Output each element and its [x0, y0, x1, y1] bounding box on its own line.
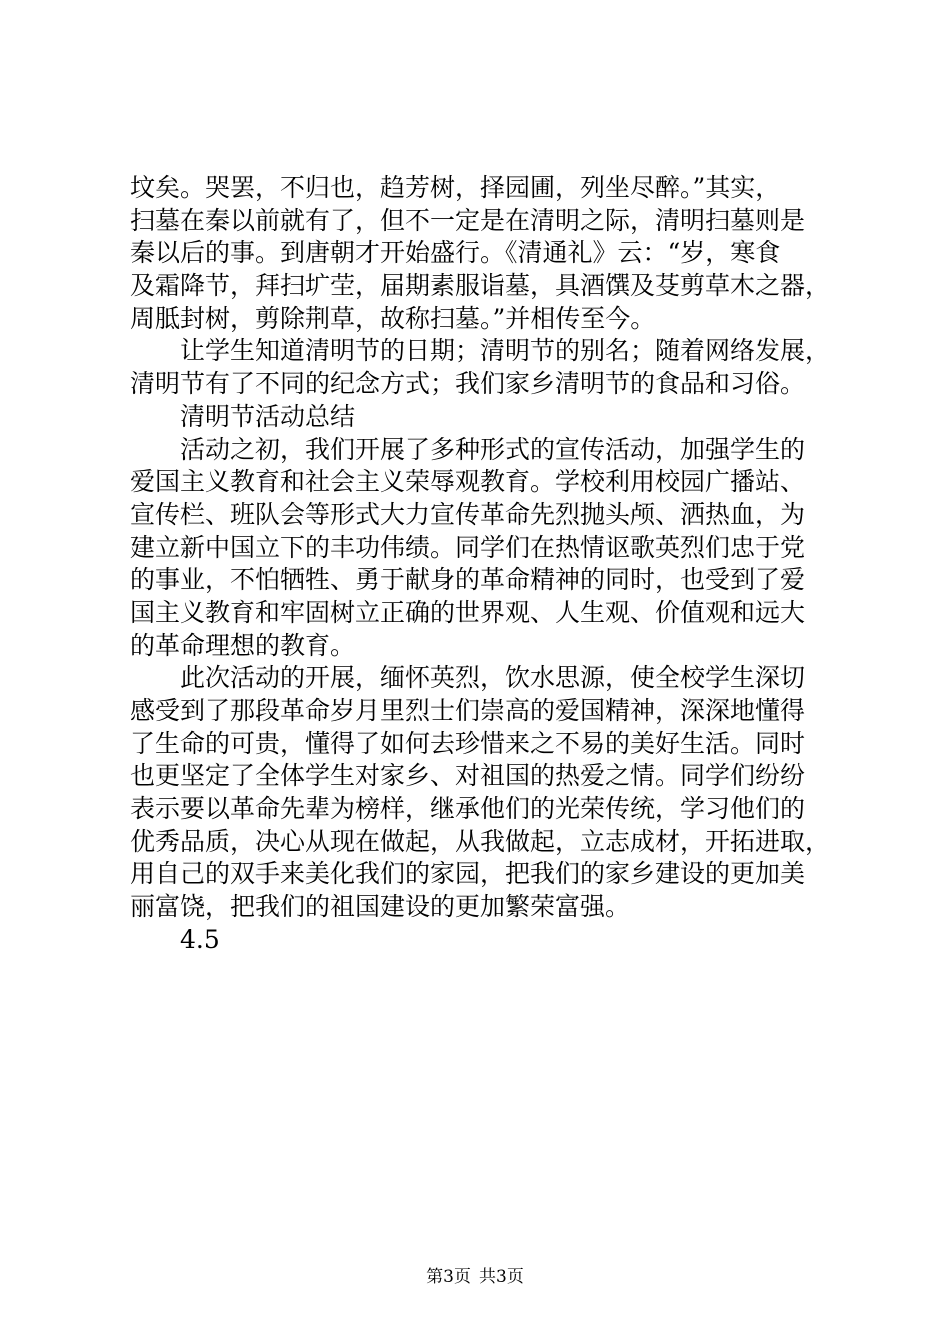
body-line: 感受到了那段革命岁月里烈士们崇高的爱国精神，深深地懂得 — [130, 696, 806, 725]
body-line: 国主义教育和牢固树立正确的世界观、人生观、价值观和远大 — [130, 597, 806, 627]
body-line: 清明节有了不同的纪念方式；我们家乡清明节的食品和习俗。 — [130, 369, 806, 399]
body-line: 让学生知道清明节的日期；清明节的别名；随着网络发展， — [180, 336, 831, 366]
body-line: 也更坚定了全体学生对家乡、对祖国的热爱之情。同学们纷纷 — [130, 761, 806, 791]
body-line: 爱国主义教育和社会主义荣辱观教育。学校利用校园广播站、 — [130, 467, 806, 497]
body-line: 及霜降节，拜扫圹茔，届期素服诣墓，具酒馔及芟剪草木之器， — [130, 271, 831, 301]
page-footer — [0, 1262, 950, 1287]
body-line: 周胝封树，剪除荆草，故称扫墓。”并相传至今。 — [130, 303, 656, 333]
date-line: 4.5 — [180, 924, 220, 954]
body-line: 扫墓在秦以前就有了，但不一定是在清明之际，清明扫墓则是 — [130, 205, 806, 235]
body-line: 丽富饶，把我们的祖国建设的更加繁荣富强。 — [130, 892, 631, 922]
body-line: 坟矣。哭罢，不归也，趋芳树，择园圃，列坐尽醉。”其实， — [130, 173, 781, 202]
body-line: 表示要以革命先辈为榜样，继承他们的光荣传统，学习他们的 — [130, 794, 806, 824]
body-line: 优秀品质，决心从现在做起，从我做起，立志成材，开拓进取， — [130, 826, 831, 856]
page-number-total: 共3页 — [479, 1267, 524, 1287]
body-line: 用自己的双手来美化我们的家园，把我们的家乡建设的更加美 — [130, 859, 806, 889]
document-body — [130, 172, 850, 957]
page-number-current: 第3页 — [426, 1267, 471, 1287]
body-line: 此次活动的开展，缅怀英烈，饮水思源，使全校学生深切 — [180, 663, 806, 693]
body-line: 了生命的可贵，懂得了如何去珍惜来之不易的美好生活。同时 — [130, 728, 806, 758]
body-line: 宣传栏、班队会等形式大力宣传革命先烈抛头颅、洒热血，为 — [130, 499, 806, 529]
body-line: 的革命理想的教育。 — [130, 630, 356, 660]
body-line: 建立新中国立下的丰功伟绩。同学们在热情讴歌英烈们忠于党 — [130, 532, 806, 562]
section-heading: 清明节活动总结 — [180, 401, 356, 431]
body-line: 秦以后的事。到唐朝才开始盛行。《清通礼》云：“岁，寒食 — [130, 238, 781, 268]
body-line: 的事业，不怕牺牲、勇于献身的革命精神的同时，也受到了爱 — [130, 565, 806, 595]
body-line: 活动之初，我们开展了多种形式的宣传活动，加强学生的 — [180, 434, 806, 464]
